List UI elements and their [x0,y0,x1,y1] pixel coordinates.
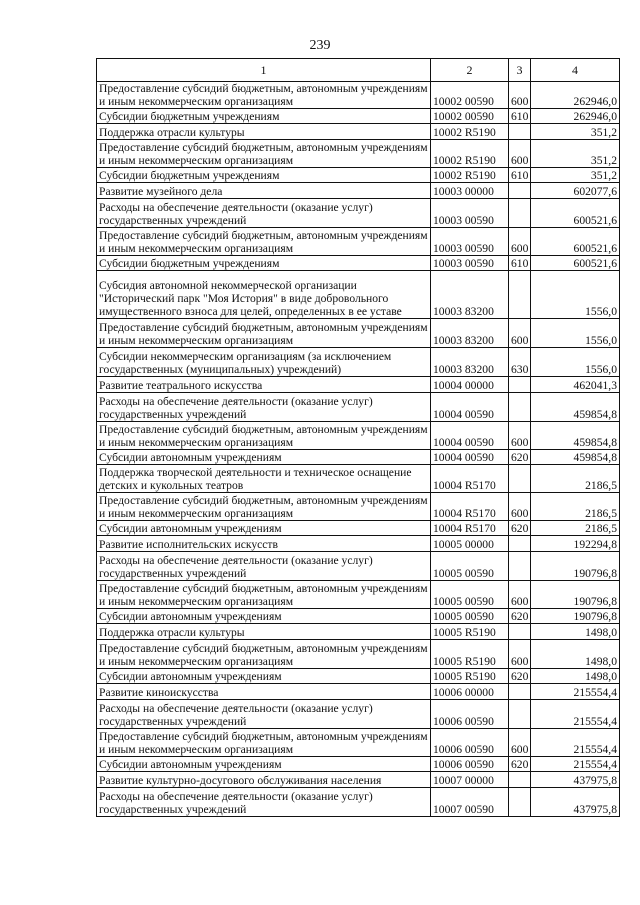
table-row [97,624,620,640]
row-code: 10007 00590 [431,788,509,817]
row-name: Предоставление субсидий бюджетным, автономным учреждениям и иным некоммерческим организациям [97,729,431,757]
row-name: Развитие музейного дела [97,183,431,199]
row-type [509,772,531,788]
row-amount: 192294,8 [531,536,620,552]
row-amount: 351,2 [531,124,620,140]
table-row [97,772,620,788]
row-code: 10002 R5190 [431,140,509,168]
row-code: 10005 R5190 [431,640,509,669]
row-code: 10003 00590 [431,256,509,271]
row-code: 10003 00000 [431,183,509,199]
row-name: Развитие театрального искусства [97,377,431,393]
row-amount: 190796,8 [531,552,620,581]
row-type: 600 [509,581,531,609]
row-code: 10006 00590 [431,700,509,729]
row-type [509,624,531,640]
table-row [97,199,620,228]
row-amount: 215554,4 [531,700,620,729]
row-code: 10004 00590 [431,422,509,450]
row-type [509,199,531,228]
table-row [97,450,620,465]
row-code: 10004 R5170 [431,493,509,521]
row-type: 610 [509,256,531,271]
table-header-row [97,59,620,82]
row-amount: 2186,5 [531,521,620,536]
row-amount: 1498,0 [531,669,620,684]
row-type: 620 [509,669,531,684]
budget-table-body [97,59,620,817]
row-code: 10002 00590 [431,109,509,124]
row-name: Субсидии автономным учреждениям [97,521,431,536]
row-code: 10005 R5190 [431,669,509,684]
row-type [509,536,531,552]
row-amount: 462041,3 [531,377,620,393]
table-row [97,700,620,729]
table-row [97,684,620,700]
row-name: Предоставление субсидий бюджетным, автономным учреждениям и иным некоммерческим организациям [97,422,431,450]
row-code: 10004 00590 [431,393,509,422]
row-code: 10003 83200 [431,348,509,377]
row-type [509,393,531,422]
row-name: Предоставление субсидий бюджетным, автономным учреждениям и иным некоммерческим организациям [97,581,431,609]
row-name: Субсидия автономной некоммерческой организации "Исторический парк "Моя История" в виде добровольного имущественного взноса для целей, определенных в ее уставе [97,271,431,319]
row-amount: 437975,8 [531,772,620,788]
row-name: Развитие культурно-досугового обслуживания населения [97,772,431,788]
row-type [509,684,531,700]
row-amount: 1498,0 [531,640,620,669]
row-code: 10004 00590 [431,450,509,465]
row-type: 620 [509,609,531,624]
row-amount: 1556,0 [531,271,620,319]
row-amount: 262946,0 [531,82,620,109]
table-row [97,493,620,521]
table-row [97,183,620,199]
table-row [97,581,620,609]
table-row [97,256,620,271]
row-type: 600 [509,228,531,256]
row-amount: 1498,0 [531,624,620,640]
row-name: Субсидии автономным учреждениям [97,609,431,624]
row-amount: 215554,4 [531,729,620,757]
row-code: 10003 83200 [431,271,509,319]
row-name: Расходы на обеспечение деятельности (оказание услуг) государственных учреждений [97,700,431,729]
row-type: 610 [509,109,531,124]
row-amount: 459854,8 [531,450,620,465]
row-code: 10005 00590 [431,552,509,581]
page-number: 239 [309,38,331,53]
table-row [97,109,620,124]
row-code: 10005 00590 [431,581,509,609]
row-name: Поддержка отрасли культуры [97,124,431,140]
row-type: 600 [509,493,531,521]
budget-table [96,58,620,817]
row-code: 10006 00590 [431,729,509,757]
row-type: 600 [509,640,531,669]
row-amount: 600521,6 [531,256,620,271]
header-col-1: 1 [97,59,431,82]
row-name: Предоставление субсидий бюджетным, автономным учреждениям и иным некоммерческим организациям [97,493,431,521]
row-type [509,124,531,140]
table-row [97,669,620,684]
row-name: Субсидии автономным учреждениям [97,450,431,465]
row-type: 610 [509,168,531,183]
row-amount: 215554,4 [531,684,620,700]
table-row [97,465,620,493]
row-type [509,700,531,729]
row-name: Развитие исполнительских искусств [97,536,431,552]
row-amount: 459854,8 [531,422,620,450]
row-code: 10004 R5170 [431,465,509,493]
table-row [97,788,620,817]
table-row [97,393,620,422]
row-amount: 2186,5 [531,493,620,521]
row-amount: 459854,8 [531,393,620,422]
row-amount: 602077,6 [531,183,620,199]
row-type: 600 [509,422,531,450]
row-type: 630 [509,348,531,377]
header-col-2: 2 [431,59,509,82]
row-code: 10006 00590 [431,757,509,772]
table-row [97,228,620,256]
row-name: Субсидии некоммерческим организациям (за исключением государственных (муниципальных) учреждений) [97,348,431,377]
row-code: 10003 83200 [431,319,509,348]
row-code: 10007 00000 [431,772,509,788]
table-row [97,757,620,772]
row-code: 10002 R5190 [431,168,509,183]
table-row [97,168,620,183]
row-name: Субсидии бюджетным учреждениям [97,109,431,124]
row-amount: 437975,8 [531,788,620,817]
row-type [509,552,531,581]
row-type: 620 [509,521,531,536]
row-type [509,377,531,393]
table-row [97,609,620,624]
row-amount: 351,2 [531,140,620,168]
row-type [509,788,531,817]
row-code: 10003 00590 [431,199,509,228]
row-name: Предоставление субсидий бюджетным, автономным учреждениям и иным некоммерческим организациям [97,82,431,109]
table-row [97,271,620,319]
row-name: Расходы на обеспечение деятельности (оказание услуг) государственных учреждений [97,393,431,422]
row-amount: 351,2 [531,168,620,183]
row-code: 10002 R5190 [431,124,509,140]
row-name: Расходы на обеспечение деятельности (оказание услуг) государственных учреждений [97,552,431,581]
row-name: Расходы на обеспечение деятельности (оказание услуг) государственных учреждений [97,199,431,228]
row-amount: 262946,0 [531,109,620,124]
row-code: 10004 R5170 [431,521,509,536]
row-type [509,183,531,199]
row-amount: 2186,5 [531,465,620,493]
table-row [97,552,620,581]
header-col-3: 3 [509,59,531,82]
row-name: Предоставление субсидий бюджетным, автономным учреждениям и иным некоммерческим организациям [97,319,431,348]
row-type: 600 [509,82,531,109]
row-amount: 190796,8 [531,609,620,624]
row-type: 600 [509,319,531,348]
row-type: 620 [509,757,531,772]
row-code: 10004 00000 [431,377,509,393]
row-name: Предоставление субсидий бюджетным, автономным учреждениям и иным некоммерческим организациям [97,640,431,669]
row-name: Субсидии бюджетным учреждениям [97,168,431,183]
row-amount: 600521,6 [531,228,620,256]
row-code: 10005 00590 [431,609,509,624]
table-row [97,377,620,393]
table-row [97,521,620,536]
row-code: 10002 00590 [431,82,509,109]
row-code: 10005 00000 [431,536,509,552]
row-type: 600 [509,140,531,168]
row-code: 10005 R5190 [431,624,509,640]
table-row [97,422,620,450]
row-name: Субсидии автономным учреждениям [97,669,431,684]
table-row [97,82,620,109]
row-name: Развитие киноискусства [97,684,431,700]
row-type [509,271,531,319]
header-col-4: 4 [531,59,620,82]
table-row [97,140,620,168]
table-row [97,124,620,140]
row-code: 10006 00000 [431,684,509,700]
row-name: Субсидии автономным учреждениям [97,757,431,772]
row-name: Расходы на обеспечение деятельности (оказание услуг) государственных учреждений [97,788,431,817]
table-row [97,536,620,552]
table-row [97,640,620,669]
row-name: Предоставление субсидий бюджетным, автономным учреждениям и иным некоммерческим организациям [97,228,431,256]
table-row [97,319,620,348]
row-type [509,465,531,493]
row-name: Поддержка творческой деятельности и техническое оснащение детских и кукольных театров [97,465,431,493]
row-amount: 215554,4 [531,757,620,772]
table-row [97,348,620,377]
row-name: Предоставление субсидий бюджетным, автономным учреждениям и иным некоммерческим организациям [97,140,431,168]
row-type: 600 [509,729,531,757]
row-amount: 1556,0 [531,348,620,377]
row-type: 620 [509,450,531,465]
row-amount: 1556,0 [531,319,620,348]
row-name: Поддержка отрасли культуры [97,624,431,640]
table-row [97,729,620,757]
row-amount: 190796,8 [531,581,620,609]
row-code: 10003 00590 [431,228,509,256]
row-name: Субсидии бюджетным учреждениям [97,256,431,271]
row-amount: 600521,6 [531,199,620,228]
